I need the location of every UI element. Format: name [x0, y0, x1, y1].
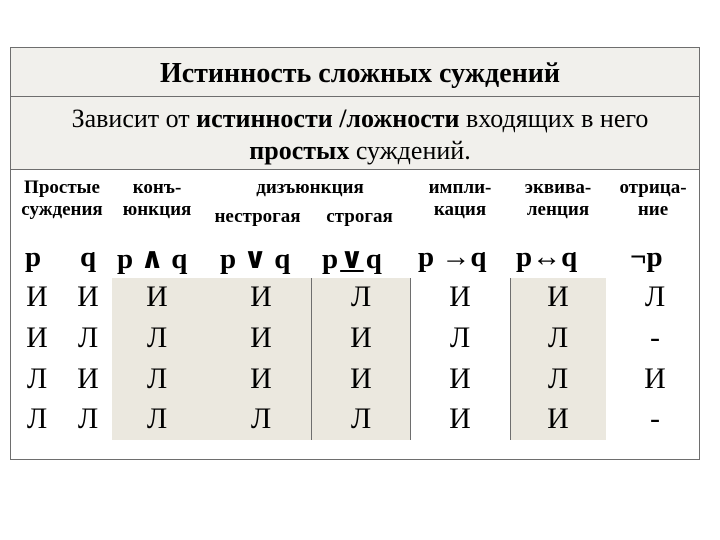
cell-disjunction-weak: И	[250, 362, 272, 395]
symbol-part: q	[274, 243, 291, 275]
cell-conjunction: И	[146, 280, 168, 313]
cell-implication: И	[449, 402, 471, 435]
header-conjunction	[112, 177, 202, 221]
header-text: юнкция	[122, 199, 192, 220]
cell-p: И	[26, 280, 48, 313]
cell-conjunction: Л	[146, 362, 168, 395]
header-disjunction-weak: нестрогая	[214, 206, 301, 227]
cell-p: Л	[26, 362, 48, 395]
header-text: Простые	[24, 177, 100, 198]
header-implication	[410, 177, 510, 221]
header-equivalence	[510, 177, 606, 221]
symbol-equivalence	[516, 241, 577, 274]
cell-disjunction-weak: Л	[250, 402, 272, 435]
cell-disjunction-strict: Л	[350, 280, 372, 313]
subtitle-text: суждений.	[349, 136, 471, 165]
header-text: ленция	[526, 199, 590, 220]
cell-negation: -	[650, 402, 660, 435]
cell-equivalence: Л	[547, 362, 569, 395]
cell-p: Л	[26, 402, 48, 435]
cell-equivalence: И	[547, 402, 569, 435]
symbol-negation	[630, 241, 663, 274]
symbol-part: р	[646, 241, 663, 273]
cell-implication: Л	[449, 321, 471, 354]
symbol-part: р	[322, 243, 339, 275]
cell-disjunction-strict: Л	[350, 402, 372, 435]
cell-negation: Л	[644, 280, 666, 313]
cell-q: И	[77, 362, 99, 395]
symbol-implication	[418, 241, 487, 274]
equivalence-arrow-icon: ↔	[532, 241, 562, 273]
subtitle-text: Зависит от	[71, 104, 197, 133]
symbol-part: q	[365, 243, 382, 275]
subtitle-text: входящих в него	[459, 104, 649, 133]
symbol-part: р	[117, 243, 134, 275]
subtitle-emphasis: простых	[249, 136, 350, 165]
cell-disjunction-strict: И	[350, 362, 372, 395]
symbol-disjunction-strict	[322, 241, 382, 276]
cell-equivalence: И	[547, 280, 569, 313]
header-disjunction-strict: строгая	[326, 206, 393, 227]
symbol-p: р	[25, 241, 42, 273]
or-operator-icon: ∨	[243, 243, 267, 275]
cell-conjunction: Л	[146, 321, 168, 354]
header-text: кация	[433, 199, 487, 220]
cell-implication: И	[449, 280, 471, 313]
header-text: конъ-	[132, 177, 182, 198]
symbol-part: q	[171, 243, 188, 275]
column-divider	[410, 278, 411, 440]
cell-disjunction-weak: И	[250, 321, 272, 354]
symbol-q: q	[80, 241, 97, 273]
cell-p: И	[26, 321, 48, 354]
symbol-part: р	[516, 241, 533, 273]
cell-q: Л	[77, 321, 99, 354]
cell-negation: -	[650, 321, 660, 354]
symbol-conjunction	[117, 241, 187, 276]
symbol-part: q	[470, 241, 487, 273]
xor-operator-icon: ∨	[340, 243, 364, 275]
subtitle-line-1	[0, 104, 720, 134]
cell-equivalence: Л	[547, 321, 569, 354]
subtitle-line-2	[0, 136, 720, 166]
column-divider	[510, 278, 511, 440]
cell-conjunction: Л	[146, 402, 168, 435]
cell-q: Л	[77, 402, 99, 435]
cell-q: И	[77, 280, 99, 313]
implication-arrow-icon: →	[441, 241, 471, 273]
header-text: ние	[637, 199, 669, 220]
header-disjunction: дизъюнкция	[256, 177, 364, 198]
cell-disjunction-strict: И	[350, 321, 372, 354]
cell-implication: И	[449, 362, 471, 395]
symbol-part: р	[418, 241, 435, 273]
negation-icon: ¬	[630, 241, 647, 273]
page-title: Истинность сложных суждений	[159, 58, 561, 89]
header-text: отрица-	[619, 177, 687, 198]
cell-disjunction-weak: И	[250, 280, 272, 313]
symbol-part: р	[220, 243, 237, 275]
header-negation	[606, 177, 700, 221]
header-simple-judgments	[12, 177, 112, 221]
cell-negation: И	[644, 362, 666, 395]
subtitle-emphasis: истинности /ложности	[196, 104, 460, 133]
and-operator-icon: ∧	[140, 243, 164, 275]
column-divider	[311, 278, 312, 440]
header-text: импли-	[428, 177, 492, 198]
symbol-disjunction-weak	[220, 241, 290, 276]
header-text: эквива-	[524, 177, 592, 198]
header-text: суждения	[21, 199, 103, 220]
symbol-part: q	[561, 241, 578, 273]
